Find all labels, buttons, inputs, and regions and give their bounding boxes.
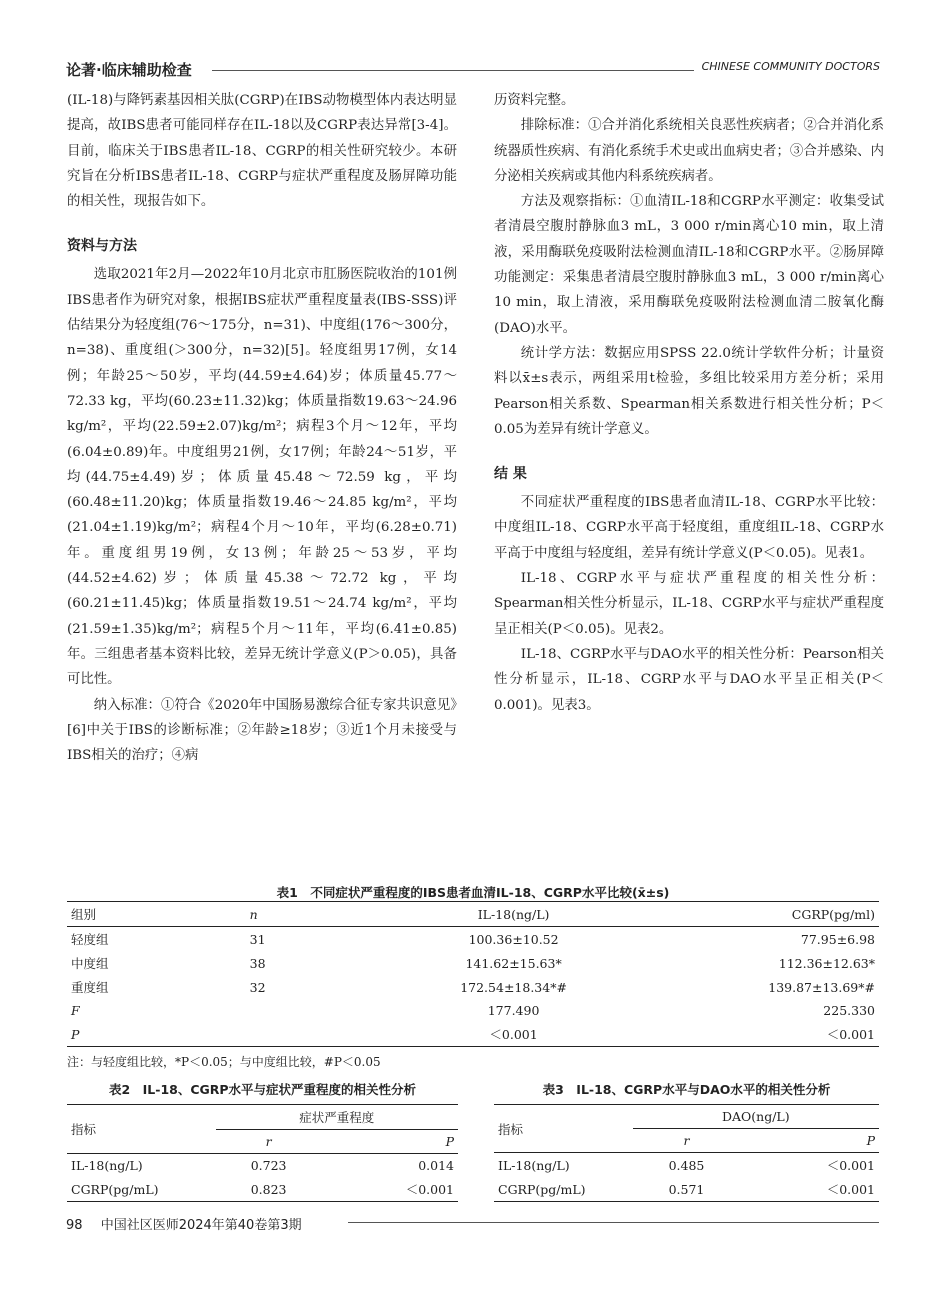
- table-1-header-n: n: [249, 906, 258, 922]
- table-cell: 100.36±10.52: [468, 931, 559, 947]
- table-3-header-r: r: [683, 1133, 690, 1148]
- table-1-header-group: 组别: [71, 907, 97, 922]
- table-2-header-group: 症状严重程度: [216, 1105, 458, 1130]
- table-1-grid: [67, 901, 879, 1047]
- table-cell: 32: [249, 979, 266, 995]
- table-cell: ＜0.001: [489, 1027, 538, 1042]
- table-cell: 0.723: [250, 1158, 287, 1173]
- table-cell: 31: [249, 931, 266, 947]
- result-paragraph-2: IL-18、CGRP水平与症状严重程度的相关性分析：Spearman相关性分析显示，IL-18、CGRP水平与症状严重程度呈正相关(P＜0.05)。见表2。: [494, 571, 884, 637]
- table-cell: 225.330: [823, 1003, 875, 1018]
- table-3-header-group: DAO(ng/L): [633, 1105, 879, 1129]
- table-1-title: 表1 不同症状严重程度的IBS患者血清IL-18、CGRP水平比较(x̄±s): [276, 885, 670, 900]
- table-1-header-cgrp: CGRP(pg/ml): [791, 906, 875, 922]
- table-cell: ＜0.001: [826, 1158, 875, 1173]
- intro-paragraph: (IL-18)与降钙素基因相关肽(CGRP)在IBS动物模型体内表达明显提高，故IBS患者可能同样存在IL-18以及CGRP表达异常[3-4]。目前，临床关于IBS患者IL-18、CGRP的相关性研究较少。本研究旨在分析IBS患者IL-18、CGRP与症状严重程度及肠屏障功能的相关性，现报告如下。: [67, 93, 458, 210]
- table-cell: ＜0.001: [405, 1182, 454, 1197]
- table-cell: 112.36±12.63*: [778, 955, 875, 971]
- table-cell: F: [71, 1003, 80, 1018]
- table-2-header-p: P: [445, 1134, 454, 1149]
- journal-name-en: CHINESE COMMUNITY DOCTORS: [694, 60, 880, 73]
- result-paragraph-3: IL-18、CGRP水平与DAO水平的相关性分析：Pearson相关性分析显示，IL-18、CGRP水平与DAO水平呈正相关(P＜0.001)。见表3。: [494, 646, 884, 713]
- table-cell: IL-18(ng/L): [498, 1157, 570, 1173]
- table-row: [67, 1022, 879, 1047]
- table-cell: 0.485: [668, 1157, 705, 1173]
- footer-rule: [348, 1222, 879, 1223]
- table-cell: 177.490: [487, 1003, 540, 1018]
- statistics-paragraph: 统计学方法：数据应用SPSS 22.0统计学软件分析；计量资料以x̄±s表示，两组采用t检验，多组比较采用方差分析；采用Pearson相关系数、Spearman相关系数进行相关性分析；P＜0.05为差异有统计学意义。: [494, 345, 884, 437]
- section-label: 论著·临床辅助检查: [66, 61, 192, 79]
- table-cell: P: [71, 1026, 80, 1042]
- table-cell: 38: [249, 955, 266, 971]
- table-cell: 77.95±6.98: [800, 931, 875, 947]
- subjects-paragraph: 选取2021年2月—2022年10月北京市肛肠医院收治的101例IBS患者作为研究对象，根据IBS症状严重程度量表(IBS-SSS)评估结果分为轻度组(76～175分，n=31)、中度组(176～300分，n=38)、重度组(＞300分，n=32)[5]。轻度组男17例，女14例；年龄25～50岁，平均(44.59±4.64)岁；体质量45.77～72.33 kg，平均(60.23±11.32)kg；体质量指数19.63～24.96 kg/m²，平均(22.59±2.07)kg/m²；病程3个月～12年，平均(6.04±0.89)年。中度组男21例，女17例；年龄24～51岁，平均(44.75±4.49)岁；体质量45.48～72.59 kg，平均(60.48±11.20)kg；体质量指数19.46～24.85 kg/m²，平均(21.04±1.19)kg/m²；病程4个月～10年，平均(6.28±0.71)年。重度组男19例，女13例；年龄25～53岁，平均(44.52±4.62)岁；体质量45.38～72.72 kg，平均(60.21±11.45)kg；体质量指数19.51～24.74 kg/m²，平均(21.59±1.35)kg/m²；病程5个月～11年，平均(6.41±0.85)年。三组患者基本资料比较，差异无统计学意义(P＞0.05)，具备可比性。: [67, 267, 457, 688]
- table-row: [67, 999, 879, 1022]
- results-heading: 结 果: [494, 466, 527, 483]
- table-cell: 0.014: [418, 1158, 454, 1173]
- table-cell: 0.823: [250, 1181, 287, 1197]
- table-2-header-r: r: [265, 1134, 272, 1149]
- methods-heading: 资料与方法: [67, 238, 137, 255]
- table-row: [67, 927, 879, 952]
- table-cell: 重度组: [71, 980, 109, 995]
- exclusion-paragraph: 排除标准：①合并消化系统相关良恶性疾病者；②合并消化系统器质性疾病、有消化系统手术史或出血病史者；③合并感染、内分泌相关疾病或其他内科系统疾病者。: [494, 118, 884, 184]
- methods-paragraph: 方法及观察指标：①血清IL-18和CGRP水平测定：收集受试者清晨空腹肘静脉血3 mL，3 000 r/min离心10 min，取上清液，采用酶联免疫吸附法检测血清IL-18和CGRP水平。②肠屏障功能测定：采集患者清晨空腹肘静脉血3 mL，3 000 r/min离心10 min，取上清液，采用酶联免疫吸附法检测血清二胺氧化酶(DAO)水平。: [494, 194, 884, 336]
- table-3-header-p: P: [866, 1133, 875, 1148]
- table-row: [67, 975, 879, 999]
- right-column: [494, 88, 884, 718]
- table-row: [494, 1153, 879, 1178]
- table-3: [494, 1080, 879, 1202]
- table-cell: [246, 1022, 392, 1047]
- table-row: [67, 1154, 458, 1178]
- table-cell: 141.62±15.63*: [465, 955, 562, 971]
- table-2-grid: [67, 1104, 458, 1202]
- table-cell: IL-18(ng/L): [71, 1158, 143, 1173]
- table-3-title: 表3 IL-18、CGRP水平与DAO水平的相关性分析: [542, 1082, 831, 1097]
- result-paragraph-1: 不同症状严重程度的IBS患者血清IL-18、CGRP水平比较：中度组IL-18、CGRP水平高于轻度组，重度组IL-18、CGRP水平高于中度组与轻度组，差异有统计学意义(P＜0.05)。见表1。: [494, 495, 884, 561]
- page-number: 98: [66, 1218, 83, 1233]
- table-1: [67, 883, 879, 1070]
- table-cell: ＜0.001: [826, 1027, 875, 1042]
- inclusion-paragraph: 纳入标准：①符合《2020年中国肠易激综合征专家共识意见》[6]中关于IBS的诊断标准；②年龄≥18岁；③近1个月未接受与IBS相关的治疗；④病: [67, 697, 457, 764]
- table-cell: 0.571: [668, 1181, 705, 1197]
- table-row: [67, 1177, 458, 1202]
- table-cell: CGRP(pg/mL): [71, 1181, 159, 1197]
- table-2-title: 表2 IL-18、CGRP水平与症状严重程度的相关性分析: [108, 1082, 417, 1097]
- table-row: [67, 951, 879, 975]
- table-cell: [246, 999, 392, 1022]
- table-3-header-index: 指标: [494, 1105, 633, 1153]
- table-1-note: 注：与轻度组比较，*P＜0.05；与中度组比较，#P＜0.05: [67, 1055, 381, 1069]
- table-2: [67, 1080, 458, 1202]
- table-cell: ＜0.001: [826, 1182, 875, 1197]
- table-cell: 172.54±18.34*#: [460, 979, 567, 995]
- table-1-header-il18: IL-18(ng/L): [477, 906, 550, 922]
- table-cell: 139.87±13.69*#: [768, 979, 875, 995]
- table-2-header-index: 指标: [67, 1105, 216, 1154]
- table-cell: CGRP(pg/mL): [498, 1181, 586, 1197]
- table-cell: 中度组: [71, 956, 109, 971]
- journal-issue: 中国社区医师2024年第40卷第3期: [100, 1218, 302, 1233]
- table-cell: 轻度组: [71, 932, 109, 947]
- page-footer: [66, 1214, 879, 1233]
- continued-paragraph: 历资料完整。: [494, 93, 575, 108]
- table-row: [494, 1177, 879, 1202]
- table-3-grid: [494, 1104, 879, 1202]
- left-column: [67, 88, 457, 768]
